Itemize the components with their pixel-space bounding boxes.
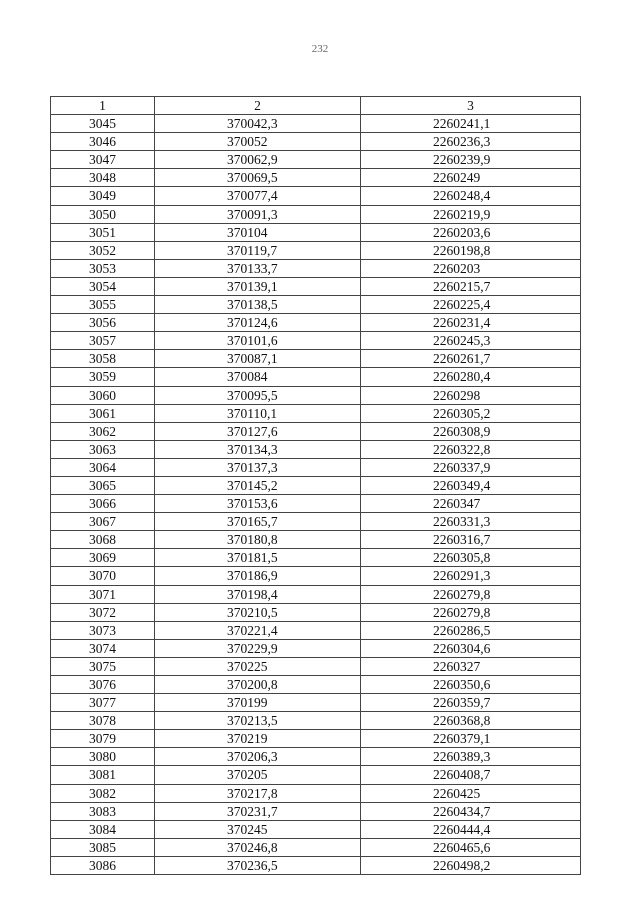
y-coordinate-cell: 2260198,8 <box>361 241 581 259</box>
x-coordinate-cell: 370095,5 <box>155 386 361 404</box>
x-coordinate-cell: 370198,4 <box>155 585 361 603</box>
table-row <box>51 205 581 223</box>
point-number-cell: 3050 <box>51 205 155 223</box>
table-row <box>51 296 581 314</box>
table-row <box>51 151 581 169</box>
y-coordinate-cell: 2260203 <box>361 259 581 277</box>
x-coordinate-cell: 370210,5 <box>155 603 361 621</box>
table-row <box>51 603 581 621</box>
table-row <box>51 639 581 657</box>
table-row <box>51 802 581 820</box>
point-number-cell: 3079 <box>51 730 155 748</box>
column-header-3: 3 <box>361 97 581 115</box>
y-coordinate-cell: 2260425 <box>361 784 581 802</box>
x-coordinate-cell: 370236,5 <box>155 856 361 874</box>
y-coordinate-cell: 2260444,4 <box>361 820 581 838</box>
table-row <box>51 712 581 730</box>
x-coordinate-cell: 370221,4 <box>155 621 361 639</box>
x-coordinate-cell: 370124,6 <box>155 314 361 332</box>
table-row <box>51 549 581 567</box>
x-coordinate-cell: 370062,9 <box>155 151 361 169</box>
point-number-cell: 3053 <box>51 259 155 277</box>
table-row <box>51 476 581 494</box>
x-coordinate-cell: 370069,5 <box>155 169 361 187</box>
x-coordinate-cell: 370229,9 <box>155 639 361 657</box>
y-coordinate-cell: 2260304,6 <box>361 639 581 657</box>
point-number-cell: 3048 <box>51 169 155 187</box>
x-coordinate-cell: 370042,3 <box>155 115 361 133</box>
point-number-cell: 3057 <box>51 332 155 350</box>
y-coordinate-cell: 2260280,4 <box>361 368 581 386</box>
point-number-cell: 3081 <box>51 766 155 784</box>
point-number-cell: 3067 <box>51 513 155 531</box>
table-row <box>51 657 581 675</box>
coordinates-table <box>50 96 581 875</box>
x-coordinate-cell: 370205 <box>155 766 361 784</box>
point-number-cell: 3071 <box>51 585 155 603</box>
x-coordinate-cell: 370206,3 <box>155 748 361 766</box>
point-number-cell: 3073 <box>51 621 155 639</box>
x-coordinate-cell: 370110,1 <box>155 404 361 422</box>
table-row <box>51 350 581 368</box>
y-coordinate-cell: 2260308,9 <box>361 422 581 440</box>
point-number-cell: 3069 <box>51 549 155 567</box>
table-row <box>51 259 581 277</box>
table-row <box>51 368 581 386</box>
y-coordinate-cell: 2260331,3 <box>361 513 581 531</box>
y-coordinate-cell: 2260261,7 <box>361 350 581 368</box>
point-number-cell: 3075 <box>51 657 155 675</box>
point-number-cell: 3052 <box>51 241 155 259</box>
point-number-cell: 3076 <box>51 676 155 694</box>
x-coordinate-cell: 370180,8 <box>155 531 361 549</box>
table-row <box>51 169 581 187</box>
table-row <box>51 621 581 639</box>
y-coordinate-cell: 2260305,8 <box>361 549 581 567</box>
y-coordinate-cell: 2260241,1 <box>361 115 581 133</box>
point-number-cell: 3086 <box>51 856 155 874</box>
point-number-cell: 3078 <box>51 712 155 730</box>
y-coordinate-cell: 2260350,6 <box>361 676 581 694</box>
x-coordinate-cell: 370119,7 <box>155 241 361 259</box>
page-number: 232 <box>311 43 329 55</box>
table-row <box>51 766 581 784</box>
y-coordinate-cell: 2260231,4 <box>361 314 581 332</box>
table-row <box>51 332 581 350</box>
x-coordinate-cell: 370231,7 <box>155 802 361 820</box>
point-number-cell: 3064 <box>51 458 155 476</box>
point-number-cell: 3059 <box>51 368 155 386</box>
point-number-cell: 3077 <box>51 694 155 712</box>
x-coordinate-cell: 370137,3 <box>155 458 361 476</box>
x-coordinate-cell: 370087,1 <box>155 350 361 368</box>
x-coordinate-cell: 370052 <box>155 133 361 151</box>
x-coordinate-cell: 370101,6 <box>155 332 361 350</box>
table-row <box>51 513 581 531</box>
point-number-cell: 3049 <box>51 187 155 205</box>
x-coordinate-cell: 370084 <box>155 368 361 386</box>
y-coordinate-cell: 2260322,8 <box>361 440 581 458</box>
y-coordinate-cell: 2260379,1 <box>361 730 581 748</box>
y-coordinate-cell: 2260249 <box>361 169 581 187</box>
point-number-cell: 3072 <box>51 603 155 621</box>
point-number-cell: 3074 <box>51 639 155 657</box>
table-row <box>51 404 581 422</box>
y-coordinate-cell: 2260239,9 <box>361 151 581 169</box>
point-number-cell: 3084 <box>51 820 155 838</box>
y-coordinate-cell: 2260349,4 <box>361 476 581 494</box>
y-coordinate-cell: 2260327 <box>361 657 581 675</box>
x-coordinate-cell: 370181,5 <box>155 549 361 567</box>
x-coordinate-cell: 370104 <box>155 223 361 241</box>
point-number-cell: 3056 <box>51 314 155 332</box>
y-coordinate-cell: 2260248,4 <box>361 187 581 205</box>
table-row <box>51 223 581 241</box>
table-body <box>51 115 581 875</box>
table-row <box>51 314 581 332</box>
y-coordinate-cell: 2260368,8 <box>361 712 581 730</box>
table-row <box>51 277 581 295</box>
point-number-cell: 3066 <box>51 495 155 513</box>
table-row <box>51 386 581 404</box>
y-coordinate-cell: 2260347 <box>361 495 581 513</box>
y-coordinate-cell: 2260434,7 <box>361 802 581 820</box>
point-number-cell: 3060 <box>51 386 155 404</box>
x-coordinate-cell: 370199 <box>155 694 361 712</box>
point-number-cell: 3058 <box>51 350 155 368</box>
y-coordinate-cell: 2260225,4 <box>361 296 581 314</box>
table-row <box>51 115 581 133</box>
point-number-cell: 3070 <box>51 567 155 585</box>
y-coordinate-cell: 2260291,3 <box>361 567 581 585</box>
table-row <box>51 241 581 259</box>
x-coordinate-cell: 370139,1 <box>155 277 361 295</box>
y-coordinate-cell: 2260279,8 <box>361 585 581 603</box>
table-row <box>51 676 581 694</box>
point-number-cell: 3083 <box>51 802 155 820</box>
table-row <box>51 784 581 802</box>
y-coordinate-cell: 2260389,3 <box>361 748 581 766</box>
y-coordinate-cell: 2260408,7 <box>361 766 581 784</box>
point-number-cell: 3080 <box>51 748 155 766</box>
x-coordinate-cell: 370134,3 <box>155 440 361 458</box>
x-coordinate-cell: 370186,9 <box>155 567 361 585</box>
y-coordinate-cell: 2260215,7 <box>361 277 581 295</box>
y-coordinate-cell: 2260337,9 <box>361 458 581 476</box>
x-coordinate-cell: 370133,7 <box>155 259 361 277</box>
x-coordinate-cell: 370153,6 <box>155 495 361 513</box>
table-row <box>51 748 581 766</box>
y-coordinate-cell: 2260245,3 <box>361 332 581 350</box>
x-coordinate-cell: 370200,8 <box>155 676 361 694</box>
point-number-cell: 3045 <box>51 115 155 133</box>
column-header-1: 1 <box>51 97 155 115</box>
x-coordinate-cell: 370077,4 <box>155 187 361 205</box>
point-number-cell: 3047 <box>51 151 155 169</box>
y-coordinate-cell: 2260298 <box>361 386 581 404</box>
table-row <box>51 133 581 151</box>
point-number-cell: 3068 <box>51 531 155 549</box>
table-row <box>51 567 581 585</box>
table-row <box>51 730 581 748</box>
table-row <box>51 187 581 205</box>
y-coordinate-cell: 2260219,9 <box>361 205 581 223</box>
y-coordinate-cell: 2260465,6 <box>361 838 581 856</box>
x-coordinate-cell: 370245 <box>155 820 361 838</box>
x-coordinate-cell: 370138,5 <box>155 296 361 314</box>
table-row <box>51 458 581 476</box>
table-row <box>51 585 581 603</box>
x-coordinate-cell: 370165,7 <box>155 513 361 531</box>
y-coordinate-cell: 2260316,7 <box>361 531 581 549</box>
point-number-cell: 3063 <box>51 440 155 458</box>
column-header-2: 2 <box>155 97 361 115</box>
point-number-cell: 3082 <box>51 784 155 802</box>
x-coordinate-cell: 370217,8 <box>155 784 361 802</box>
y-coordinate-cell: 2260236,3 <box>361 133 581 151</box>
point-number-cell: 3051 <box>51 223 155 241</box>
point-number-cell: 3062 <box>51 422 155 440</box>
point-number-cell: 3055 <box>51 296 155 314</box>
y-coordinate-cell: 2260203,6 <box>361 223 581 241</box>
x-coordinate-cell: 370225 <box>155 657 361 675</box>
y-coordinate-cell: 2260498,2 <box>361 856 581 874</box>
table-row <box>51 440 581 458</box>
x-coordinate-cell: 370219 <box>155 730 361 748</box>
table-row <box>51 422 581 440</box>
point-number-cell: 3065 <box>51 476 155 494</box>
table-header <box>51 97 581 115</box>
x-coordinate-cell: 370246,8 <box>155 838 361 856</box>
y-coordinate-cell: 2260305,2 <box>361 404 581 422</box>
x-coordinate-cell: 370091,3 <box>155 205 361 223</box>
table-row <box>51 531 581 549</box>
y-coordinate-cell: 2260286,5 <box>361 621 581 639</box>
point-number-cell: 3061 <box>51 404 155 422</box>
table-row <box>51 838 581 856</box>
table-header-row <box>51 97 581 115</box>
x-coordinate-cell: 370127,6 <box>155 422 361 440</box>
table-row <box>51 495 581 513</box>
y-coordinate-cell: 2260359,7 <box>361 694 581 712</box>
point-number-cell: 3085 <box>51 838 155 856</box>
point-number-cell: 3054 <box>51 277 155 295</box>
point-number-cell: 3046 <box>51 133 155 151</box>
x-coordinate-cell: 370145,2 <box>155 476 361 494</box>
y-coordinate-cell: 2260279,8 <box>361 603 581 621</box>
table-row <box>51 856 581 874</box>
table-row <box>51 694 581 712</box>
table-row <box>51 820 581 838</box>
x-coordinate-cell: 370213,5 <box>155 712 361 730</box>
